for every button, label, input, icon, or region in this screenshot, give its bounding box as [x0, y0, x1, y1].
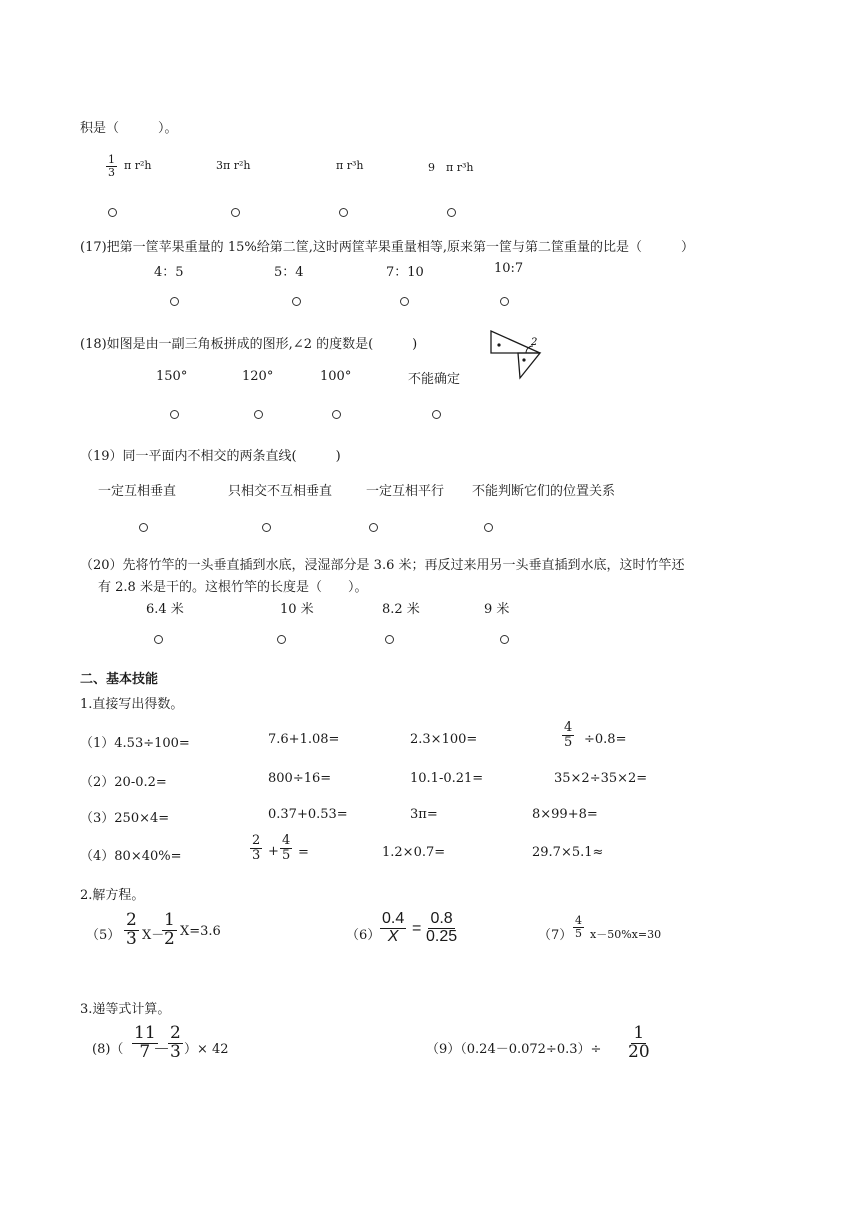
- q18-option-c: 100°: [320, 369, 352, 384]
- q19-stem: （19）同一平面内不相交的两条直线( ): [80, 449, 341, 464]
- calc-3b: 0.37+0.53=: [268, 807, 348, 822]
- calc-8-label: (8)（: [92, 1042, 124, 1057]
- q17-stem: (17)把第一筐苹果重量的 15%给第二筐,这时两筐苹果重量相等,原来第一筐与第二筐重量的比是（ ）: [80, 240, 694, 255]
- calc-4c: 1.2×0.7=: [382, 845, 446, 860]
- equation-6-label: （6）: [346, 928, 381, 943]
- q19-option-b: 只相交不互相垂直: [228, 484, 333, 499]
- q19-radio-a[interactable]: [139, 523, 148, 532]
- calc-1b: 7.6+1.08=: [268, 732, 340, 747]
- calc-9-fraction: $\frac{1}{20}$: [628, 1023, 650, 1062]
- calc-1d-fraction: $\frac{4}{5}$: [564, 720, 573, 750]
- q17-radio-a[interactable]: [170, 297, 179, 306]
- calc-1d-tail: ÷0.8=: [584, 732, 627, 747]
- calc-4b-fraction-b: $\frac{4}{5}$: [282, 833, 291, 863]
- angle-2-label: 2: [531, 337, 538, 348]
- q16-option-a-fraction: $\frac{1}{3}$: [108, 153, 115, 179]
- q20-option-b: 10 米: [280, 602, 314, 617]
- q20-radio-d[interactable]: [500, 635, 509, 644]
- q20-radio-c[interactable]: [385, 635, 394, 644]
- q19-radio-d[interactable]: [484, 523, 493, 532]
- q16-option-b: 3π r²h: [216, 159, 251, 172]
- calc-4d: 29.7×5.1≈: [532, 845, 604, 860]
- calc-4b-plus: +: [268, 844, 279, 859]
- q18-radio-a[interactable]: [170, 410, 179, 419]
- q19-option-d: 不能判断它们的位置关系: [472, 484, 616, 499]
- q16-radio-a[interactable]: [108, 208, 117, 217]
- triangle-set-figure: [488, 328, 550, 380]
- part-1-title: 1.直接写出得数。: [80, 697, 184, 712]
- equation-5-fraction-b: $\frac{1}{2}$: [164, 910, 175, 949]
- q19-radio-c[interactable]: [369, 523, 378, 532]
- q17-option-b: 5：4: [274, 265, 304, 280]
- calc-1a: （1）4.53÷100=: [80, 736, 190, 751]
- q18-radio-d[interactable]: [432, 410, 441, 419]
- q17-option-d: 10:7: [494, 261, 524, 276]
- equation-5-fraction-a: $\frac{2}{3}$: [126, 910, 137, 949]
- q18-stem: (18)如图是由一副三角板拼成的图形,∠2 的度数是( ): [80, 337, 418, 352]
- calc-3a: （3）250×4=: [80, 811, 170, 826]
- equation-5-label: （5）: [86, 928, 121, 943]
- q18-option-b: 120°: [242, 369, 274, 384]
- calc-3c: 3π=: [410, 807, 438, 822]
- q17-radio-c[interactable]: [400, 297, 409, 306]
- calc-8-tail: ）× 42: [184, 1042, 229, 1057]
- q16-radio-b[interactable]: [231, 208, 240, 217]
- q16-option-d: 9 π r³h: [428, 161, 474, 174]
- q20-option-c: 8.2 米: [382, 602, 420, 617]
- q19-option-c: 一定互相平行: [366, 484, 445, 499]
- calc-8-minus: －: [153, 1040, 170, 1060]
- q20-radio-a[interactable]: [154, 635, 163, 644]
- part-2-title: 2.解方程。: [80, 888, 145, 903]
- q19-option-a: 一定互相垂直: [98, 484, 177, 499]
- q20-stem-line1: （20）先将竹竿的一头垂直插到水底，浸湿部分是 3.6 米；再反过来用另一头垂直插到水底，这时竹竿还: [80, 558, 685, 573]
- equation-6-fraction-b: $\frac{0.8}{0.25}$: [426, 910, 458, 945]
- q17-radio-d[interactable]: [500, 297, 509, 306]
- q18-option-d: 不能确定: [408, 372, 461, 387]
- q16-option-a: π r²h: [124, 159, 152, 172]
- q16-stem-tail: 积是（ ）。: [80, 121, 178, 136]
- q18-radio-b[interactable]: [254, 410, 263, 419]
- q17-option-a: 4：5: [154, 265, 184, 280]
- section-2-title: 二、基本技能: [80, 672, 159, 687]
- q20-stem-line2: 有 2.8 米是干的。这根竹竿的长度是（ ）。: [98, 580, 368, 595]
- calc-8-fraction-b: $\frac{2}{3}$: [170, 1023, 181, 1062]
- calc-4a: （4）80×40%=: [80, 849, 182, 864]
- equation-7-label: （7）: [538, 928, 573, 943]
- q19-radio-b[interactable]: [262, 523, 271, 532]
- q20-option-d: 9 米: [484, 602, 510, 617]
- calc-2a: （2）20-0.2=: [80, 775, 167, 790]
- q20-radio-b[interactable]: [277, 635, 286, 644]
- equation-5-tail: X=3.6: [180, 924, 221, 939]
- equation-7-tail: x－50%x=30: [590, 928, 662, 941]
- equation-6-fraction-a: $\frac{0.4}{X}$: [382, 910, 405, 945]
- q18-radio-c[interactable]: [332, 410, 341, 419]
- part-3-title: 3.递等式计算。: [80, 1002, 171, 1017]
- equation-5-mid: X－: [142, 928, 165, 943]
- calc-9-expression: （9）（0.24－0.072÷0.3）÷: [426, 1042, 602, 1057]
- q16-radio-d[interactable]: [447, 208, 456, 217]
- calc-2b: 800÷16=: [268, 771, 332, 786]
- equation-7-fraction: $\frac{4}{5}$: [575, 914, 582, 940]
- q17-radio-b[interactable]: [292, 297, 301, 306]
- equation-6-equals: =: [412, 920, 422, 937]
- q17-option-c: 7：10: [386, 265, 424, 280]
- calc-2d: 35×2÷35×2=: [554, 771, 648, 786]
- calc-2c: 10.1-0.21=: [410, 771, 484, 786]
- calc-3d: 8×99+8=: [532, 807, 598, 822]
- q16-radio-c[interactable]: [339, 208, 348, 217]
- calc-4b-fraction-a: $\frac{2}{3}$: [252, 833, 261, 863]
- calc-8-fraction-a: $\frac{11}{7}$: [134, 1023, 156, 1062]
- calc-4b-equals: =: [298, 845, 309, 860]
- q16-option-c: π r³h: [336, 159, 364, 172]
- q18-option-a: 150°: [156, 369, 188, 384]
- calc-1c: 2.3×100=: [410, 732, 478, 747]
- q20-option-a: 6.4 米: [146, 602, 184, 617]
